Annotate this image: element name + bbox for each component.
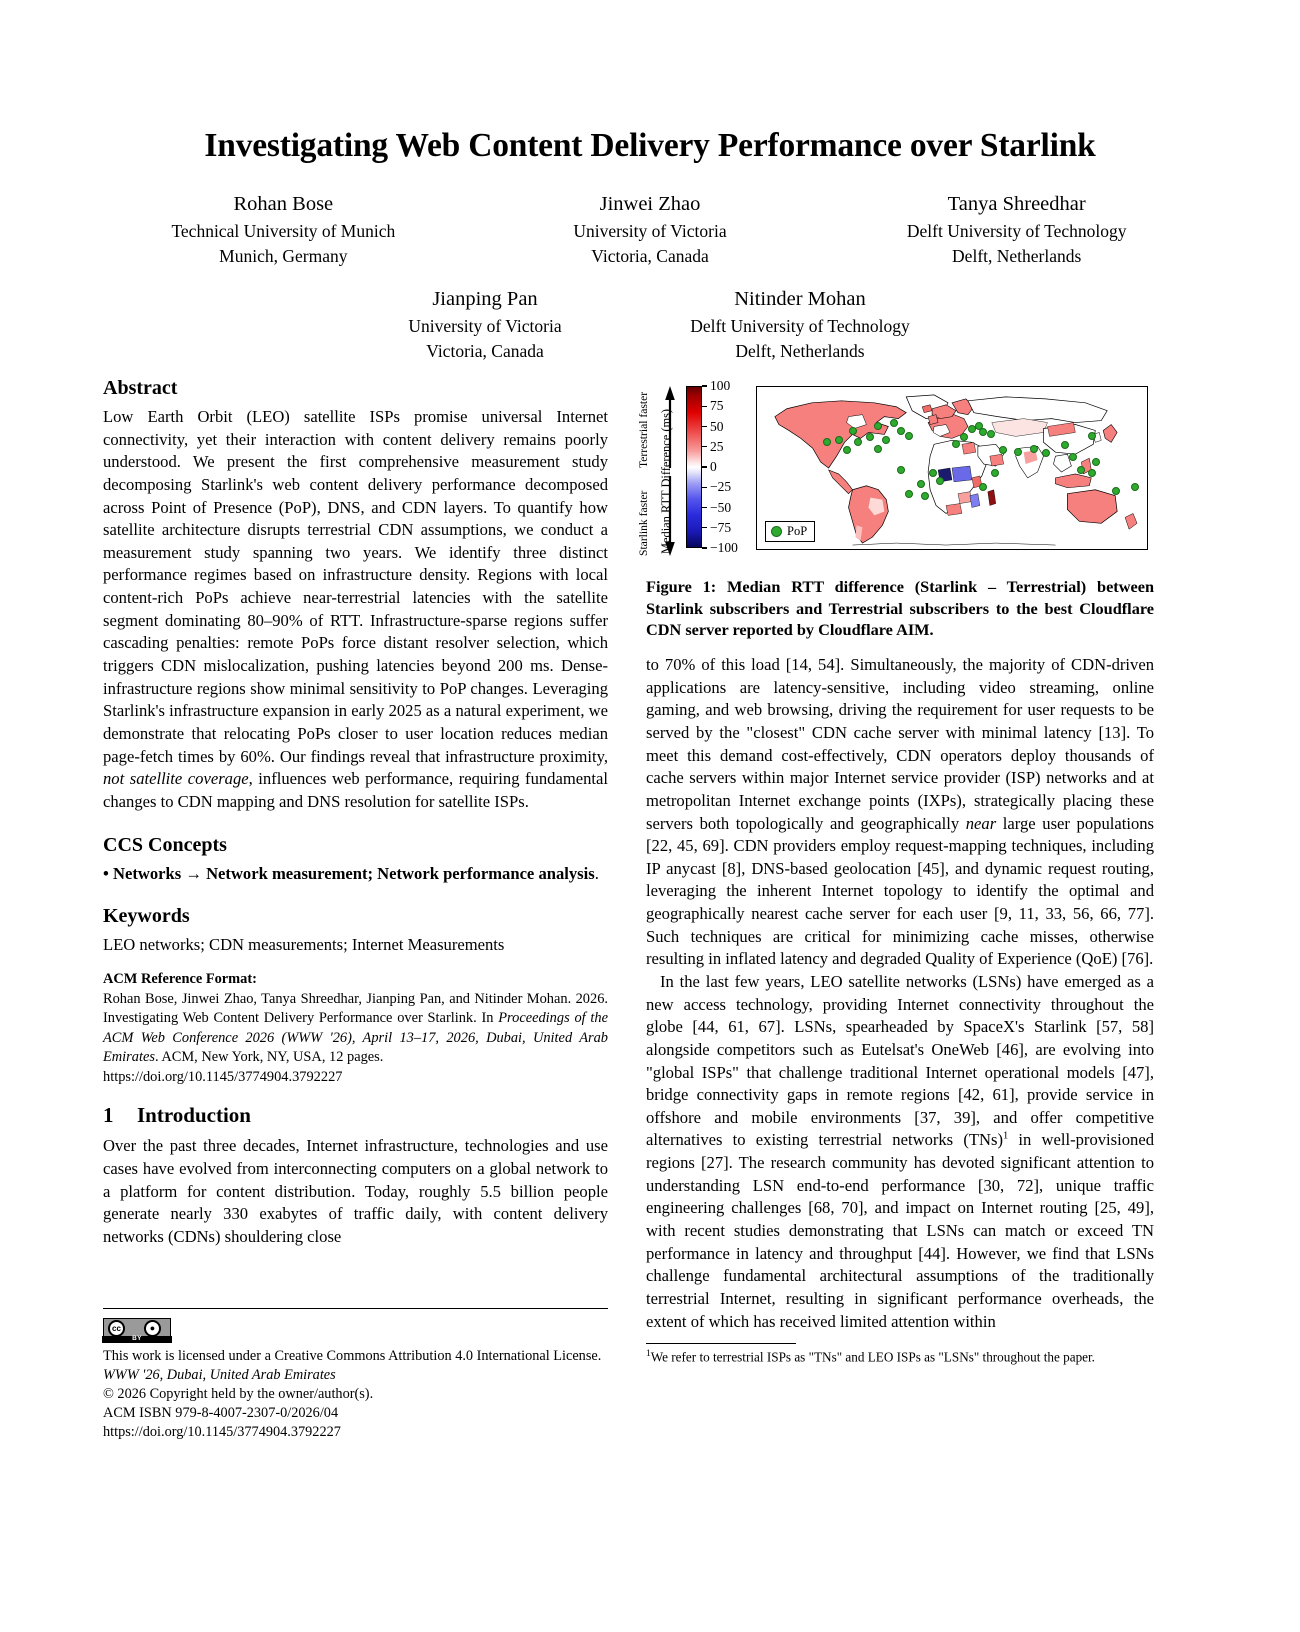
pop-marker xyxy=(1061,441,1069,449)
colorbar-tick xyxy=(702,479,731,495)
acm-ref-line2: . ACM, New York, NY, USA, 12 pages. xyxy=(154,1049,384,1066)
acm-reference-body xyxy=(103,990,608,1068)
authors-row-1 xyxy=(100,190,1200,269)
world-map xyxy=(756,386,1148,550)
body-text-2: large user populations [22, 45, 69]. CDN providers employ request-mapping techniques, including IP anycast [8], DNS-based geolocation [45], and dynamic request routing, leveraging the inherent Internet topology to identify the optimal and geographically nearest cache server for each user [9, 11, 33, 56, 66, 77]. Such techniques are critical for minimizing cache misses, otherwise resulting in inflated latency and degraded Quality of Experience (QoE) [76]. xyxy=(646,813,1154,969)
footnote-divider xyxy=(646,1343,796,1344)
pop-marker xyxy=(905,490,913,498)
body-paragraph-lsn xyxy=(646,971,1154,1333)
tick-dash xyxy=(702,385,707,386)
acm-ref-proceedings: Proceedings of the ACM Web Conference 2026 (WWW '26), April 13–17, 2026, Dubai, United Arab Emirates xyxy=(103,1010,608,1066)
layout-spacer xyxy=(965,285,1200,364)
badge-by-label: BY xyxy=(132,1335,142,1342)
pop-marker xyxy=(874,445,882,453)
tick-dash xyxy=(702,507,707,508)
colorbar-ticks xyxy=(702,378,750,555)
colorbar-tick xyxy=(702,540,738,556)
right-column-body xyxy=(646,654,1154,1333)
section-heading-introduction xyxy=(103,1103,608,1128)
footer-divider xyxy=(103,1308,608,1309)
tick-dash xyxy=(702,426,707,427)
body-text-4: in well-provisioned regions [27]. The research community has devoted significant attention to understanding LSN end-to-end performance [30, 72], unique traffic engineering challenges [68, 70], and impact on Internet routing [25, 49], with recent studies demonstrating that LSNs can match or exceed TN performance in latency and throughput [44]. However, we find that LSNs challenge fundamental architectural assumptions of the traditionally terrestrial Internet, resulting in significant performance overheads, the extent of which has received limited attention within xyxy=(646,1130,1154,1331)
colorbar-tick xyxy=(702,520,731,536)
acm-ref-line1: Rohan Bose, Jinwei Zhao, Tanya Shreedhar, Jianping Pan, and Nitinder Mohan. 2026. Investigating Web Content Delivery Performance over Starlink. In xyxy=(103,990,608,1027)
author-location: Delft, Netherlands xyxy=(735,340,865,361)
pop-marker xyxy=(823,438,831,446)
abstract-heading: Abstract xyxy=(103,377,178,399)
author-name: Jianping Pan xyxy=(432,288,538,310)
author-affiliation: Delft University of Technology xyxy=(906,221,1127,242)
license-copyright: © 2026 Copyright held by the owner/author(s). xyxy=(103,1386,374,1402)
pop-marker xyxy=(921,492,929,500)
by-person-icon: ● xyxy=(144,1320,161,1337)
ccs-concept: Networks → Network measurement; Network performance analysis xyxy=(112,863,595,883)
colorbar-tick xyxy=(702,439,724,455)
acm-reference-doi[interactable]: https://doi.org/10.1145/3774904.3792227 xyxy=(103,1068,343,1085)
ccs-period: . xyxy=(594,863,599,883)
ccs-bullet: • xyxy=(103,863,109,883)
author-affiliation: Technical University of Munich xyxy=(171,221,396,242)
tick-label: 100 xyxy=(710,378,731,393)
ccs-text xyxy=(103,863,608,885)
license-venue: WWW '26, Dubai, United Arab Emirates xyxy=(103,1367,336,1383)
colorbar xyxy=(686,378,750,555)
abstract-body-2: , influences web performance, requiring fundamental changes to CDN mapping and DNS resolution for satellite ISPs. xyxy=(103,769,608,811)
pop-marker xyxy=(882,436,890,444)
pop-marker xyxy=(979,483,987,491)
license-text: This work is licensed under a Creative Commons Attribution 4.0 International License. xyxy=(103,1348,602,1364)
author-name: Jinwei Zhao xyxy=(599,193,701,215)
pop-marker xyxy=(854,438,862,446)
author-block xyxy=(100,190,467,269)
author-block xyxy=(833,190,1200,269)
pop-marker xyxy=(1030,445,1038,453)
acm-reference-title: ACM Reference Format: xyxy=(103,971,257,988)
author-location: Victoria, Canada xyxy=(426,340,544,361)
introduction-paragraph: Over the past three decades, Internet infrastructure, technologies and use cases have evolved from interconnecting computers on a global network to a platform for content distribution. Today, roughly 5.5 billion people generate nearly 330 exabytes of traffic daily, with content delivery networks (CDNs) shouldering close xyxy=(103,1136,608,1246)
pop-marker xyxy=(1077,466,1085,474)
tick-label: −75 xyxy=(710,519,732,535)
pop-marker xyxy=(897,466,905,474)
figure-caption: Figure 1: Median RTT difference (Starlink – Terrestrial) between Starlink subscribers and Terrestrial subscribers to the best Cloudflare CDN server reported by Cloudflare AIM. xyxy=(646,577,1154,640)
license-footer xyxy=(103,1308,608,1442)
tick-dash xyxy=(702,527,707,528)
map-svg xyxy=(757,387,1147,549)
section-title: Introduction xyxy=(137,1103,251,1128)
pop-marker xyxy=(917,480,925,488)
abstract-body-1: Low Earth Orbit (LEO) satellite ISPs promise universal Internet connectivity, yet their interaction with content delivery remains poorly understood. We present the first comprehensive measurement study decomposing Starlink's web content delivery performance decomposed across Point of Presence (PoP), DNS, and CDN layers. To quantify how satellite architecture disrupts terrestrial CDN assumptions, we conduct a measurement study spanning two years. We identify three distinct performance regimes based on infrastructure density. Regions with local content-rich PoPs achieve near-terrestrial latencies with the satellite segment dominating 80–90% of RTT. Infrastructure-sparse regions suffer cascading penalties: remote PoPs force distant resolver selection, which triggers CDN mislocalization, pushing latencies beyond 200 ms. Dense-infrastructure regions show minimal sensitivity to PoP changes. Leveraging Starlink's infrastructure expansion in early 2025 as a natural experiment, we demonstrate that relocating PoPs closer to user location reduces median page-fetch times by 60%. Our findings reveal that infrastructure proximity, xyxy=(103,407,608,766)
pop-marker xyxy=(835,436,843,444)
author-name: Nitinder Mohan xyxy=(734,288,866,310)
ccs-heading: CCS Concepts xyxy=(103,833,227,856)
license-isbn: ACM ISBN 979-8-4007-2307-0/2026/04 xyxy=(103,1405,339,1421)
pop-marker xyxy=(905,432,913,440)
author-block xyxy=(467,190,834,269)
abstract-text xyxy=(103,406,608,814)
footnote xyxy=(646,1348,1154,1366)
colorbar-tick xyxy=(702,378,730,394)
author-location: Delft, Netherlands xyxy=(952,245,1082,266)
keywords-heading: Keywords xyxy=(103,904,190,927)
right-column xyxy=(637,376,1154,1366)
axis-label-terrestrial-faster: Terrestrial faster xyxy=(637,391,650,468)
axis-label-starlink-faster: Starlink faster xyxy=(637,490,650,556)
tick-dash xyxy=(702,547,707,548)
colorbar-axis-label: Median RTT Difference (ms) xyxy=(659,408,673,554)
pop-marker xyxy=(968,425,976,433)
cc-icon: cc xyxy=(108,1320,125,1337)
body-text-3: In the last few years, LEO satellite networks (LSNs) have emerged as a new access technology, providing Internet connectivity throughout the globe [44, 61, 67]. LSNs, spearheaded by SpaceX's Starlink [57, 58] alongside competitors such as Eutelsat's OneWeb [46], are evolving into "global ISPs" that challenge traditional Internet operational models [47], bridge connectivity gaps in remote regions [42, 61], provide service in offshore and mobile environments [37, 39], and offer competitive alternatives to existing terrestrial networks (TNs) xyxy=(646,971,1154,1150)
pop-marker xyxy=(843,446,851,454)
pop-marker xyxy=(1069,453,1077,461)
pop-marker xyxy=(1088,432,1096,440)
pop-marker xyxy=(952,440,960,448)
tick-label: 75 xyxy=(710,398,724,414)
figure-1 xyxy=(637,376,1154,564)
pop-marker xyxy=(897,427,905,435)
pop-marker xyxy=(1092,458,1100,466)
colorbar-tick xyxy=(702,500,731,516)
layout-spacer xyxy=(100,285,335,364)
pop-marker xyxy=(1042,449,1050,457)
tick-label: −25 xyxy=(710,479,732,495)
pop-marker xyxy=(960,433,968,441)
pop-marker xyxy=(890,419,898,427)
pop-marker xyxy=(874,422,882,430)
author-affiliation: University of Victoria xyxy=(408,316,562,337)
pop-marker xyxy=(1088,469,1096,477)
pop-marker xyxy=(975,422,983,430)
author-affiliation: University of Victoria xyxy=(573,221,727,242)
pop-marker xyxy=(999,446,1007,454)
map-legend-label: PoP xyxy=(787,524,808,538)
tick-label: 0 xyxy=(710,459,717,474)
keywords-text: LEO networks; CDN measurements; Internet Measurements xyxy=(103,934,505,954)
pop-marker xyxy=(1131,483,1139,491)
colorbar-tick xyxy=(702,398,724,414)
map-legend xyxy=(765,521,815,542)
pop-marker xyxy=(929,469,937,477)
author-location: Munich, Germany xyxy=(219,245,348,266)
author-name: Tanya Shreedhar xyxy=(947,193,1086,215)
body-text-1: to 70% of this load [14, 54]. Simultaneously, the majority of CDN-driven applications are latency-sensitive, including video streaming, online gaming, and web browsing, driving the requirement for user requests to be served by the "closest" CDN cache server with minimal latency [13]. To meet this demand cost-effectively, CDN operators deploy thousands of cache servers within major Internet service provider (ISP) networks and at metropolitan Internet exchange points (IXPs), strategically placing these servers both topologically and geographically xyxy=(646,655,1154,833)
page-title: Investigating Web Content Delivery Performance over Starlink xyxy=(204,127,1096,164)
author-block xyxy=(335,285,635,364)
footnote-text: We refer to terrestrial ISPs as "TNs" and LEO ISPs as "LSNs" throughout the paper. xyxy=(650,1349,1095,1365)
pop-marker xyxy=(991,469,999,477)
pop-marker xyxy=(936,477,944,485)
footnote-marker: 1 xyxy=(646,1349,651,1360)
tick-dash xyxy=(702,466,707,467)
pop-marker xyxy=(987,430,995,438)
creative-commons-badge-icon xyxy=(103,1318,171,1342)
pop-marker xyxy=(866,433,874,441)
colorbar-tick xyxy=(702,459,717,475)
acm-reference-block xyxy=(103,970,608,1087)
tick-dash xyxy=(702,487,707,488)
author-name: Rohan Bose xyxy=(233,193,334,215)
tick-label: −50 xyxy=(710,499,732,515)
authors-row-2 xyxy=(100,285,1200,364)
tick-label: 25 xyxy=(710,438,724,454)
pop-marker xyxy=(1112,487,1120,495)
body-paragraph-continued xyxy=(646,654,1154,971)
colorbar-tick xyxy=(702,419,724,435)
pop-legend-icon xyxy=(771,526,782,537)
pop-marker xyxy=(849,427,857,435)
section-number: 1 xyxy=(103,1103,114,1128)
tick-label: 50 xyxy=(710,418,724,434)
author-affiliation: Delft University of Technology xyxy=(690,316,910,337)
tick-dash xyxy=(702,446,707,447)
abstract-emphasis: not satellite coverage xyxy=(103,769,249,789)
colorbar-gradient xyxy=(686,386,702,548)
author-location: Victoria, Canada xyxy=(591,245,709,266)
pop-marker xyxy=(1014,448,1022,456)
license-doi[interactable]: https://doi.org/10.1145/3774904.3792227 xyxy=(103,1424,341,1440)
author-block xyxy=(635,285,965,364)
left-column xyxy=(103,376,608,1249)
tick-dash xyxy=(702,406,707,407)
tick-label: −100 xyxy=(710,540,738,555)
body-emphasis: near xyxy=(965,813,997,833)
footnote-reference[interactable]: 1 xyxy=(1002,1130,1009,1142)
